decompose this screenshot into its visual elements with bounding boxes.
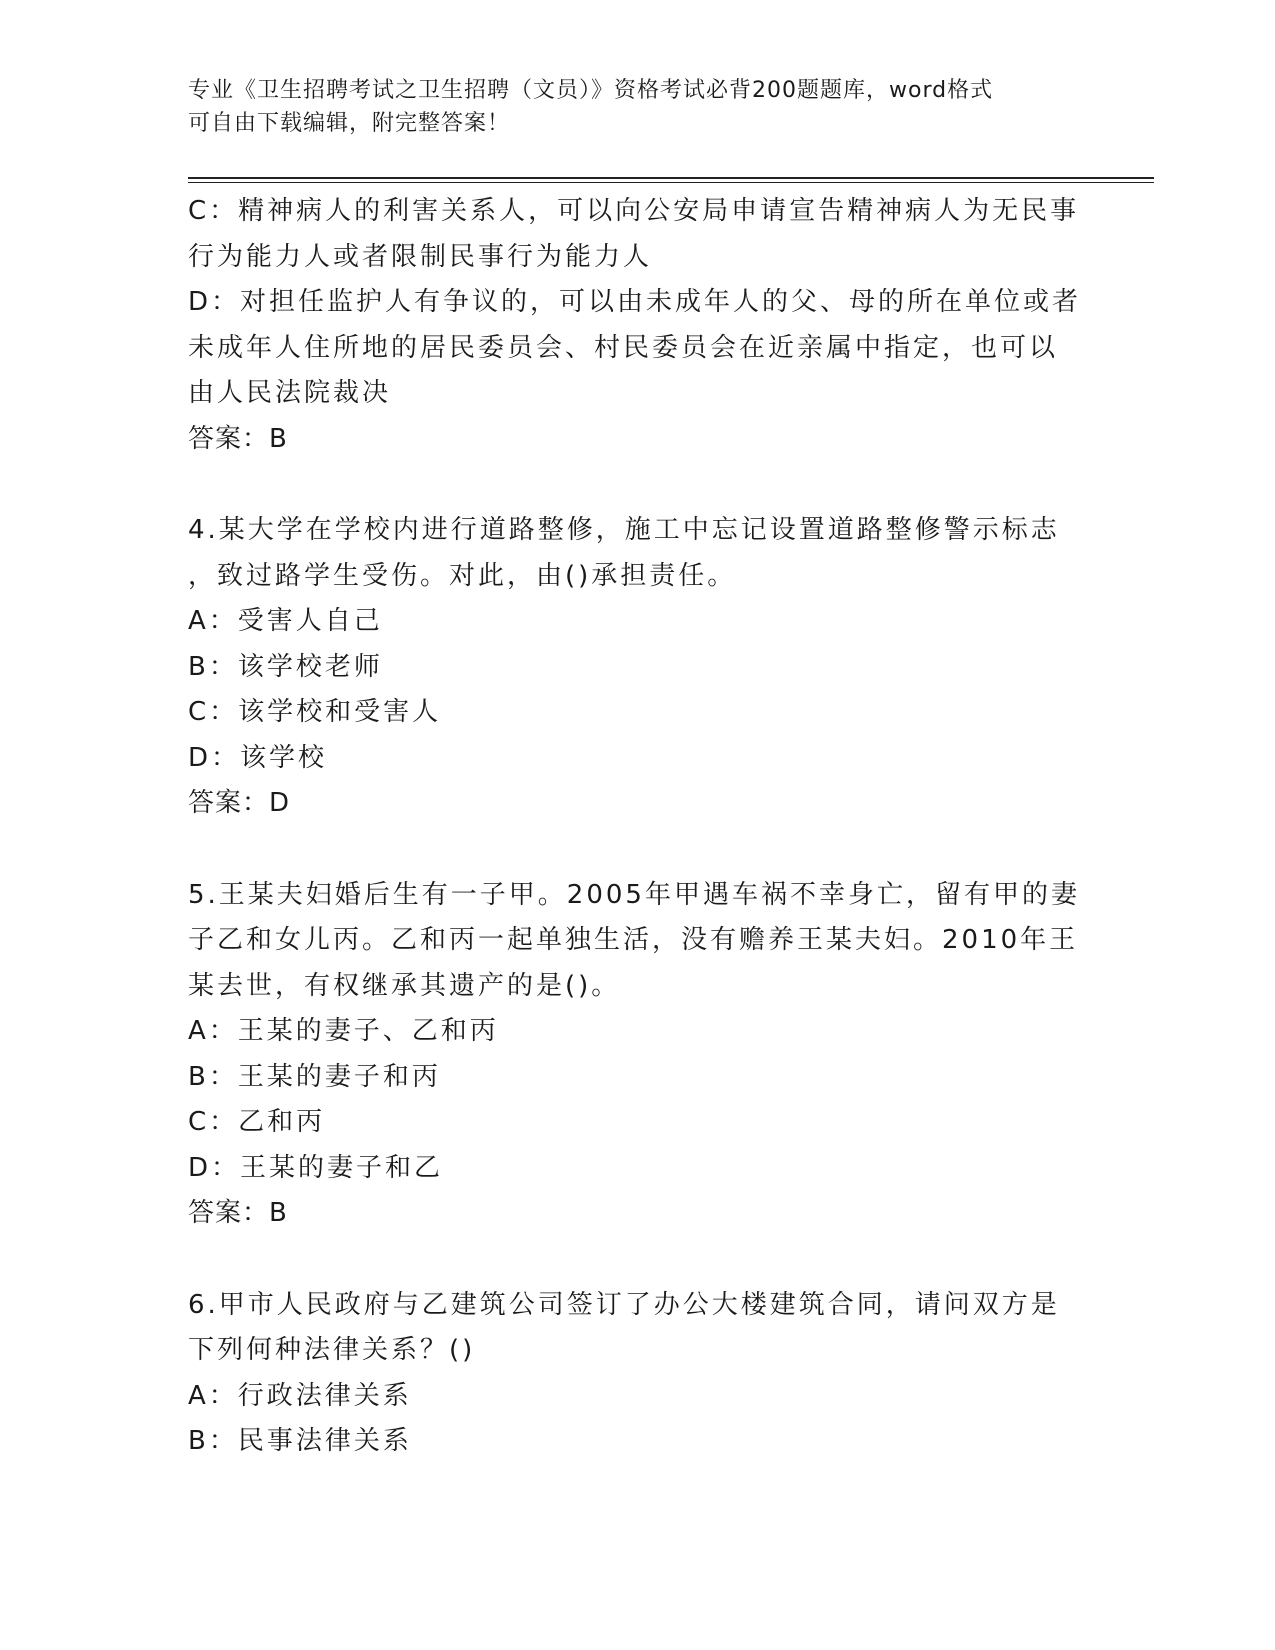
text-line: 未成年人住所地的居民委员会、村民委员会在近亲属中指定，也可以 xyxy=(188,332,1059,363)
page-header xyxy=(188,74,1088,140)
text-line: 由人民法院裁决 xyxy=(188,378,392,408)
question-block xyxy=(188,1283,1088,1465)
question-text: 4.某大学在学校内进行道路整修，施工中忘记设置道路整修警示标志 xyxy=(188,515,1060,545)
question-block xyxy=(188,189,1088,462)
header-divider-thick xyxy=(188,177,1154,179)
question-text: 6.甲市人民政府与乙建筑公司签订了办公大楼建筑合同，请问双方是 xyxy=(188,1289,1060,1320)
question-text: 5.王某夫妇婚后生有一子甲。2005年甲遇车祸不幸身亡，留有甲的妻 xyxy=(188,879,1080,910)
option-d: D：该学校 xyxy=(188,742,328,773)
answer-line: 答案：B xyxy=(188,423,288,454)
text-line: 行为能力人或者限制民事行为能力人 xyxy=(188,241,653,272)
option-a: A：受害人自己 xyxy=(188,606,383,636)
option-c: C：该学校和受害人 xyxy=(188,697,442,727)
option-b: B：王某的妻子和丙 xyxy=(188,1061,441,1092)
document-body xyxy=(188,189,1088,1465)
option-c: C：乙和丙 xyxy=(188,1107,326,1137)
question-text: ，致过路学生受伤。对此，由()承担责任。 xyxy=(188,560,737,591)
header-line-2: 可自由下载编辑，附完整答案！ xyxy=(188,111,511,136)
text-line: C：精神病人的利害关系人，可以向公安局申请宣告精神病人为无民事 xyxy=(188,196,1080,226)
question-block xyxy=(188,873,1088,1237)
answer-line: 答案：D xyxy=(188,788,291,818)
option-d: D：王某的妻子和乙 xyxy=(188,1152,444,1183)
header-divider-thin xyxy=(188,182,1154,183)
question-block xyxy=(188,508,1088,827)
text-line: D：对担任监护人有争议的，可以由未成年人的父、母的所在单位或者 xyxy=(188,287,1082,317)
question-text: 子乙和女儿丙。乙和丙一起单独生活，没有赡养王某夫妇。2010年王 xyxy=(188,925,1079,955)
answer-line: 答案：B xyxy=(188,1198,288,1228)
option-b: B：该学校老师 xyxy=(188,651,383,682)
option-a: A：王某的妻子、乙和丙 xyxy=(188,1016,499,1046)
option-a: A：行政法律关系 xyxy=(188,1380,412,1411)
header-line-1: 专业《卫生招聘考试之卫生招聘（文员）》资格考试必背200题题库，word格式 xyxy=(188,78,994,103)
question-text: 下列何种法律关系？() xyxy=(188,1335,476,1365)
option-b: B：民事法律关系 xyxy=(188,1426,412,1456)
question-text: 某去世，有权继承其遗产的是()。 xyxy=(188,970,621,1001)
